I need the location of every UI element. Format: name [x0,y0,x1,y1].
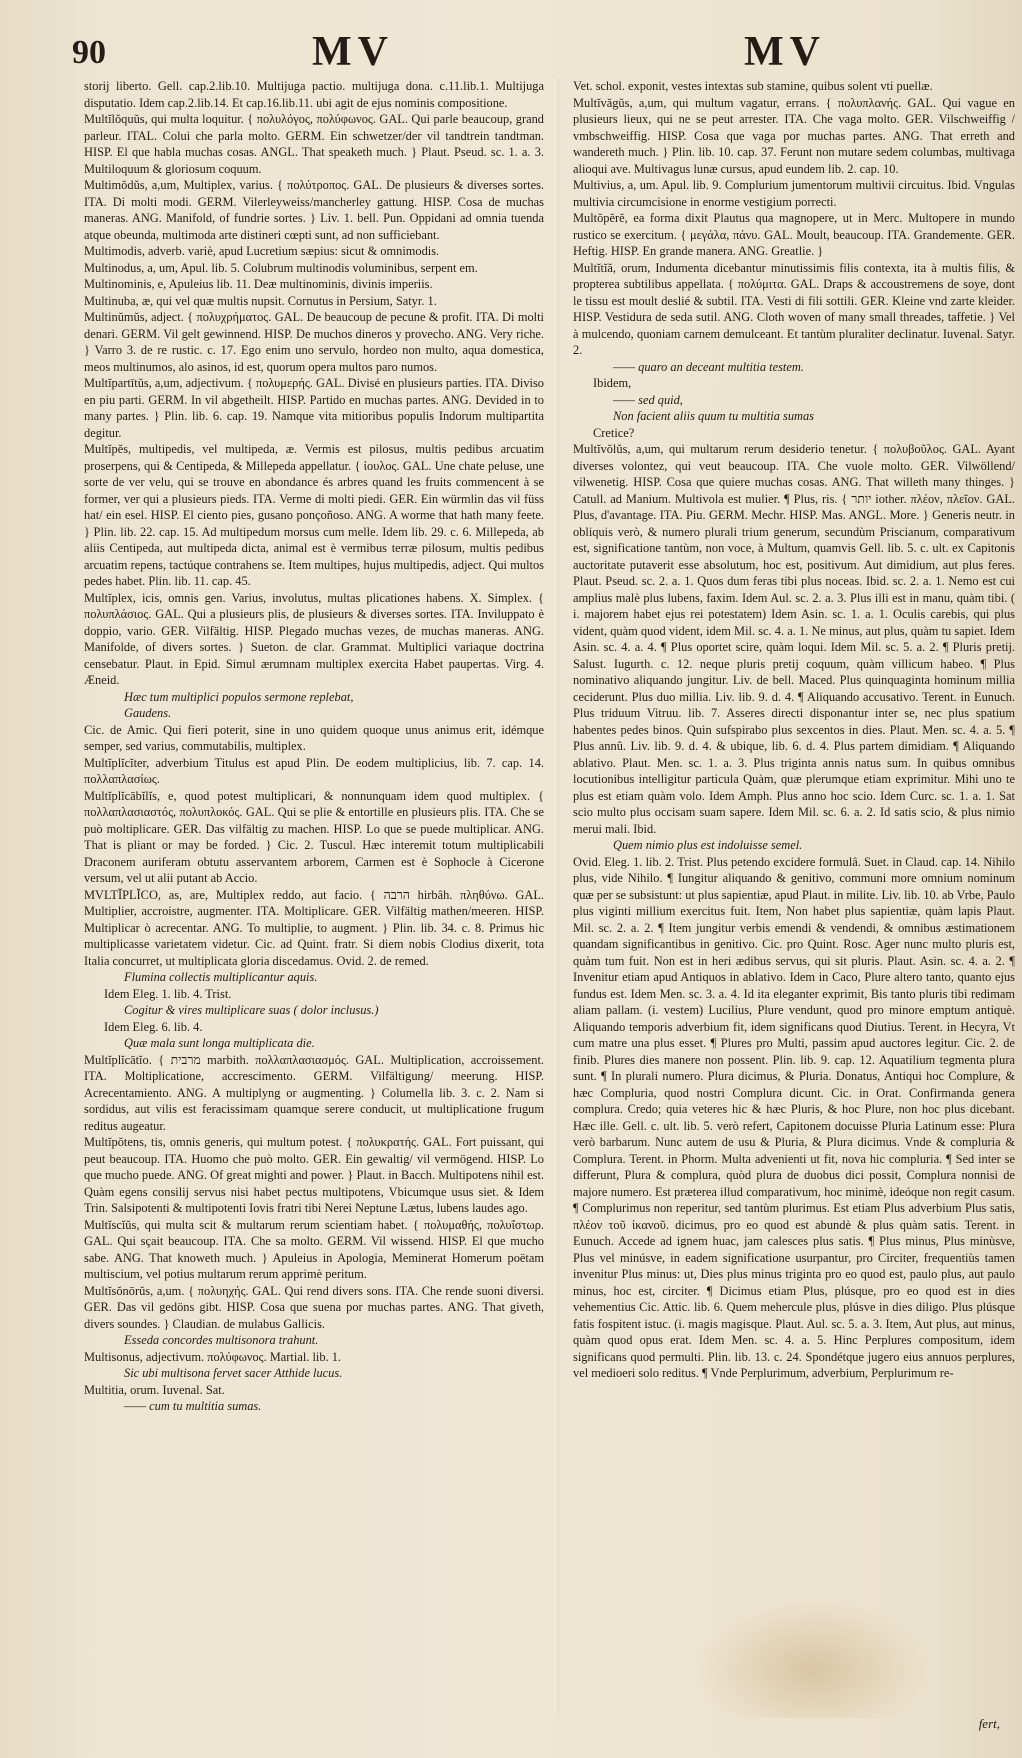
entry: Multĭlŏquŭs, qui multa loquitur. { πολυλόγος, πολύφωνος. GAL. Qui parle beaucoup, grand parleur. ITAL. Colui che parla molto. GERM. Ein schwetzer/der vil tandtrein tandtman. HISP. El que habla muchas cosas. ANGL. That speaketh much. } Plaut. Pseud. sc. 1. a. 3. Multiloquum & gloriosum coquum. [84,112,544,176]
entry: Multinuba, æ, qui vel quæ multis nupsit. Cornutus in Persium, Satyr. 1. [84,293,437,308]
entry: Multimŏdŭs, a,um, Multiplex, varius. { πολύτροπος. GAL. De plusieurs & diverses sortes. ITA. Di molti modi. GERM. Vilerleyweiss/mancherley gattung. HISP. Cosa de muchas maneras. ANG. Manifold, of fundrie sortes. } Liv. 1. bell. Pun. Oppidani ad omnia tuenda atque obeunda, multimoda arte distineri cœpti sunt, ad non sufficiebant. [84,178,544,242]
entry: Multĭplex, icis, omnis gen. Varius, involutus, multas plicationes habens. X. Simplex. { πολυπλάσιος. GAL. Qui a plusieurs plis, de plusieurs & diverses sortes. ITA. Inviluppato è doppio, vario. GER. Vilfältig. HISP. Plegado muchas vezes, de muchas maneras. ANG. Manifolde, of divers sortes. } Sueton. de clar. Grammat. Multiplici variaque doctrina censebatur. Plaut. in Epid. Simul ærumnam multiplex exercita Habet paupertas. Virg. 4. Æneid. [84,590,544,687]
entry: Cic. de Amic. Qui fieri poterit, sine in uno quidem quoque unus animus erit, idémque semper, sed varius, commutabilis, multiplex. [84,722,544,753]
entry: Multinominis, e, Apuleius lib. 11. Deæ multinominis, divinis imperiis. [84,277,433,291]
verse-line: Gaudens. [124,706,172,720]
running-head-right: MV [744,29,826,75]
verse-line: Hæc tum multiplici populos sermone replebat, [124,689,354,704]
entry: MVLTĬPLĬCO, as, are, Multiplex reddo, aut facio. { הרבה hirbâh. πληθύνω. GAL. Multiplier, accroistre, augmenter. ITA. Moltiplicare. GER. Vilfältig mathen/meeren. HISP. Multiplicar ò acrecentar. ANG. To multiplie, to augment. } Plin. lib. 34. c. 8. Primus hic multiplicasse varietatem videtur. Cic. ad Quint. fratr. Si diem nobis Clodius dixerit, tota Italia concurret, ut multiplicata gloria discedamus. Ovid. 2. de remed. [84,887,544,968]
entry: Multĭtĭă, orum, Indumenta dicebantur minutissimis filis contexta, ita à multis filis, & propterea subtilibus appellata. { πολύμιτα. GAL. Draps & accoustremens de soye, dont le tissu est moult deslié & subtil. ITA. Vesti di fili sottili. GER. Kleine vnd zarte kleider. HISP. Vestidura de seda sutil. ANG. Cloth woven of many small threades, taffetie. } Vel à mulcendo, quoniam carnem demulceant. Et tantùm pluraliter declinatur. Iuvenal. Satyr. 2. [573,260,1015,357]
entry: Vet. schol. exponit, vestes intextas sub stamine, quibus solent vti puellæ. [573,79,933,93]
entry: Multĭpŏtens, tis, omnis generis, qui multum potest. { πολυκρατής. GAL. Fort puissant, qui peut beaucoup. ITA. Huomo che può molto. GER. Ein gewaltig/ vil vermögend. HISP. Lo que mucho puede. ANG. Of great mighti and power. } Plaut. in Bacch. Multipotens nihil est. Quàm egens consilij servus nisi habet pectus multipotens, Vbicumque usus siet. & Idem Trin. Salsipotenti & multipotenti Iovis fratri tibi Nerei Neptune Lætus, lubens laudes ago. [84,1135,544,1215]
entry: storij liberto. Gell. cap.2.lib.10. Multijuga pactio. multijuga dona. c.11.lib.1. Multijuga disputatio. Idem cap.2.lib.14. Et cap.16.lib.11. ubi agit de ejus nominis compositione. [84,79,544,110]
entry: Multĭpartītŭs, a,um, adjectivum. { πολυμερής. GAL. Divisé en plusieurs parties. ITA. Diviso en piu parti. GERM. In vil abgetheilt. HISP. Partido en muchas partes. ANG. Devided in to many partes. } Plin. lib. 6. cap. 19. Namque vita mitioribus populis Indorum multipartita degitur. [84,376,544,440]
verse-line: Non facient aliis quum tu multitia sumas [613,409,815,423]
citation: Ibidem, [593,376,632,390]
citation: Cretice? [593,425,635,440]
entry: Multimodis, adverb. variè, apud Lucretium sæpius: sicut & omnimodis. [84,244,440,258]
catchword: fert, [978,1716,1000,1731]
entry: Multĭvŏlŭs, a,um, qui multarum rerum desiderio tenetur. { πολυβοῦλος. GAL. Ayant diverses volontez, qui veut beaucoup. ITA. Che vuole molto. GER. Vilwöllend/ vilwenetig. HISP. Cosa que quiere muchas cosas. ANG. That willeth many thinges. } Catull. ad Manium. Multivola est mulier. ¶ Plus, ris. { יותר iother. πλέον, πλεῖον. GAL. Plus, d'avantage. ITA. Piu. GERM. Mechr. HISP. Mas. ANGL. More. } Generis neutr. in obliquis verò, & numero plurali trium generum, secundùm Priscianum, comparativum est, significatione tantùm, non voce, à Multum, quamvis Gell. lib. 5. c. ult. ex Capitonis auctoritate putaverit esse absolutum, hoc est, positivum. Aut dimidium, aut plus feres. Plaut. Pseud. sc. 2. a. 1. Quos dum feras tibi plus noceas. Ibid. sc. 2. a. 1. Nemo est cui amplius malè plus lubens, faxim. Idem Aul. sc. 2. a. 3. Plus illi est in manu, quàm tibi. ( i. majorem habet ejus rei potestatem) Idem Asin. sc. 1. a. 1. Oculis carebis, qui plus vident, quàm quod vident, idem Mil. sc. 4. a. 1. Ne minus, aut plus, quàm tu sapiet. Idem Asin. sc. 4. a. 4. ¶ Plus oportet scire, quàm loqui. Idem Mil. sc. 5. a. 2. ¶ Pluris pretij. Salust. Iugurth. c. 12. neque pluris pretij coquum, quàm villicum habeo. ¶ Plus nominativo aliquando jungitur. Liv. de bell. Maced. Plus quinquaginta hominum millia ceciderunt. Plus duo millia. Liv. lib. 9. d. 4. ¶ Aliquando accusativo. Terent. in Eunuch. Plus triduum Vitruu. lib. 7. Asseres directi disponantur inter se, nec plus spatium habentes pedes binos. Quin sufspirabo plus sexcentos in dies. Plaut. Men. sc. 4. a. 5. ¶ Plus annû. Liv. lib. 9. d. 4. & ubique, lib. 6. d. 4. Plus partem dimidiam. ¶ Aliquando ablativo. Plaut. Men. sc. 1. a. 3. Plus triginta annis natus sum. In quibus omnibus locutionibus intelligitur particula Quàm, quæ plerumque etiam exprimitur. Mihi uno te plus est etiam quàm volo. Idem Amph. Plus anno hoc scio. Idem Curc. sc. 1. a. 1. Sat scio multo plus occisam suam sapere. Idem Mil. sc. 6. a. 2. Id satis scio, & plus nimio merui mali. Ibid. [573,442,1015,836]
entry: Multĭvăgŭs, a,um, qui multum vagatur, errans. { πολυπλανής. GAL. Qui vague en plusieurs lieux, qui ne se peut arrester. ITA. Che vaga molto. GER. Vilschweiffig / vmbschweiffig. HISP. Cosa que vaga por muchas partes. ANG. That erreth and wandereth much. } Plin. lib. 10. cap. 37. Ferunt non mutare sedem columbas, multivaga alioqui ave. Multivagus lunæ cursus, apud eundem lib. 2. cap. 10. [573,95,1015,176]
entry: Multĭscĭŭs, qui multa scit & multarum rerum scientiam habet. { πολυμαθής, πολυΐστωρ. GAL. Qui sçait beaucoup. ITA. Che sa molto. GERM. Vil wissend. HISP. El que mucho sabe. ANG. That knoweth much. } Apuleius in Apologia, Meminerat Homerum poëtam multiscium, vel potius multarum rerum apprimè peritum. [84,1217,544,1281]
verse-line: Quæ mala sunt longa multiplicata die. [124,1036,315,1050]
verse-line: Esseda concordes multisonora trahunt. [124,1333,319,1347]
verse-line: Quem nimio plus est indoluisse semel. [613,838,803,852]
page-header [0,28,1022,78]
entry: Ovid. Eleg. 1. lib. 2. Trist. Plus petendo excidere formulâ. Suet. in Claud. cap. 14. Nihilo plus, vide Nihilo. ¶ Iungitur aliquando & genitivo, communi more omnium nominum quæ per se subsistunt: ut plus sapientiæ, apud Plaut. in milite. Liv. lib. 10. ab Vrbe, Paulo plus viginti millium exercitus fuit. Item, Non habet plus sapientiæ, quàm lapis Plaut. Mil. sc. 2. a. 2. ¶ Item jungitur verbis emendi & vendendi, & omnibus æstimationem quandam significantibus in genitivo. Cic. pro Quint. Rosc. Ager nunc multo pluris est, quàm tum fuit. Non est in heri ædibus servus, qui sit pluris. Plaut. Asin. sc. 4. a. 2. ¶ Invenitur etiam apud Antiquos in ablativo. Idem in Caco, Plure altero tanto, quanto ejus fundus est. Idem Men. sc. 3. a. 4. Id ita eleganter exprimit, Bis tanto pluris tibi redimam aliam pallam. (i. vestem) Lucilius, Plure vendunt, quod pro minore emptum antiquè. Aliquando temporis adverbium fit, idem significans quod Diutius. Terent. in Hecyra, Vt cum matre una plus esset. ¶ Plures pro Multi, passim apud auctores legitur. Cic. 2. de finib. Plures dies manere non possent. Plin. lib. 9. cap. 12. Aquatilium tegmenta plura sunt. ¶ In plurali numero. Plura dicimus, & Pluria. Donatus, Antiqui hoc Complure, & hæc Compluria, quod nostri Complura dicunt. Cic. in Orat. Confirmanda genera complura. Credo; quia veteres hic & hæc Pluris, & hoc Plure, non hoc plus dicebant. Hæc ille. Gell. c. ult. lib. 5. verò refert, Capitonem docuisse Pluria Latinum esse: Plura verò barbarum. Nunc autem de usu & Pluria, & Plura dicimus. Vnde & compluria & Complura. Terent. in Phorm. Multa advenienti ut fit, nova hic compluria. ¶ Sed inter se differunt, Plura & complura, quòd plura de duobus dici possit, Complura nonnisi de majore numero. Est præterea illud comparativum, hoc minimè, ideóque non regit casum. ¶ Complurimus non reperitur, sed tantùm plurimus. Est etiam Plus adverbium Plus satis, πλέον τοῦ ἱκανοῦ. dicimus, pro eo quod est abundè & plus quàm satis. Terent. in Eunuch. Accede ad ignem huac, jam calesces plus satis. ¶ Plus minus, Plus minùsve, Plus vel minúsve, in eadem significatione usurpantur, pro Circiter, frequentiùs tamen invenitur Plus minus: ut, Dies plus minus triginta pro eo quod est, paulo plus, aut paulo minus, hoc est, circiter. ¶ Dicimus etiam Plus, plúsque, pro eo quod est in dies vehementius Cic. Attic. lib. 6. Quem mehercule plus, plúsve in dies diligo. Plus plúsque fatis fospitent istuc. (i. magis magisque. Plaut. Aul. sc. 5. a. 3. Item, Aut plus, aut minus, quàm quod opus erat. Idem Men. sc. 4. a. 5. Hinc Perplures compositum, idem significans quod permulti. Plin. lib. 13. c. 24. Spondétque jugero eius annuos perplures, vel medioeri solo reditus. ¶ Vnde Perplurimum, adverbium, Perplurimum re- [573,854,1015,1380]
left-column [84,78,544,1728]
entry: Multitia, orum. Iuvenal. Sat. [84,1382,225,1397]
running-head-left: MV [312,29,394,75]
verse-line: Cogitur & vires multiplicare suas ( dolor inclusus.) [124,1003,379,1017]
entry: Multisonus, adjectivum. πολύφωνος. Martial. lib. 1. [84,1349,342,1364]
entry: Multinodus, a, um, Apul. lib. 5. Colubrum multinodis voluminibus, serpent em. [84,260,478,275]
citation: Idem Eleg. 1. lib. 4. Trist. [104,986,232,1001]
verse-line: —— sed quid, [613,392,683,407]
entry: Multĭplĭcātĭo. { מרבית marbith. πολλαπλασιασμός. GAL. Multiplication, accroissement. ITA. Moltiplicatione, accrescimento. GERM. Vilfältigung/ meerung. HISP. Acrecentamiento. ANG. A multiplyng or augmenting. } Columella lib. 3. c. 2. Nam si sordidus, aut vilis est feracissimam quamque serere conducit, ut multiplicatione frugum reditus augeatur. [84,1052,544,1133]
verse-line: —— quaro an deceant multitia testem. [613,359,804,374]
citation: Idem Eleg. 6. lib. 4. [104,1019,203,1034]
entry: Multŏpĕrĕ, ea forma dixit Plautus qua magnopere, ut in Merc. Multopere in mundo rustico se exercitum. { μεγάλα, πάνυ. GAL. Moult, beaucoup. ITA. Grandemente. GER. Heftig. HISP. En grande manera. ANG. Greatlie. } [573,211,1015,258]
verse-line: Flumina collectis multiplicantur aquis. [124,970,318,984]
entry: Multĭsŏnōrŭs, a,um. { πολυηχής. GAL. Qui rend divers sons. ITA. Che rende suoni diversi. GER. Das vil gedöns gibt. HISP. Cosa que suena por muchas partes. ANG. That giveth, divers soundes. } Claudian. de mulabus Gallicis. [84,1283,544,1331]
right-column [573,78,1015,1728]
entry: Multinŭmŭs, adject. { πολυχρήματος. GAL. De beaucoup de pecune & profit. ITA. Di molti denari. GERM. Vil gelt gewinnend. HISP. De muchos dineros y provecho. ANG. Very riche. } Varro 3. de re rustic. c. 17. Ego enim uno servulo, hordeo non multo, aqua domestica, meos multinumos, alo asinos, id est, quorum opera multos paro numos. [84,310,544,374]
verse-line: —— cum tu multitia sumas. [124,1399,262,1413]
entry: Multĭplĭcābĭlĭs, e, quod potest multiplicari, & nonnunquam idem quod multiplex. { πολλαπλασιαστός, πολυπλοκός. GAL. Qui se plie & entortille en plusieurs plis. ITA. Che se può moltiplicare. GER. Das vilfältig zu machen. HISP. Lo que se puede multiplicar. ANG. That is pliant or may be forded. } Cic. 2. Tuscul. Hæc interemit totum multiplicabili Draconem auriferam obtutu asservantem arborem, Carmen est è Sophocle à Cicerone versum, vel ut alii putant ab Accio. [84,788,544,885]
column-gutter [558,78,559,1718]
entry: Multĭplĭcĭter, adverbium Titulus est apud Plin. De eodem multiplicius, lib. 7. cap. 14. πολλαπλασίως. [84,755,544,786]
page-number: 90 [72,34,106,71]
entry: Multivius, a, um. Apul. lib. 9. Complurium jumentorum multivii circuitus. Ibid. Vngulas multivia circumcisione in enorme vestigium porrecti. [573,178,1015,209]
verse-line: Sic ubi multisona fervet sacer Atthide lucus. [124,1366,343,1380]
entry: Multĭpĕs, multipedis, vel multipeda, æ. Vermis est pilosus, multis pedibus arcuatim proserpens, qui & Centipeda, & Millepeda appellatur. { ἰουλος. GAL. Une chate peluse, une sorte de ver velu, qui se trouve en abondance és arbres quand les fruits commencent à se former, ver qui a plusieurs pieds. ITA. Verme di molti piedi. GER. Ein würmlin das vil füss hat/ ein esel. HISP. El ciento pies, gusano ponçoñoso. ANG. A worme that hath many feete. } Plin. lib. 22. cap. 15. Ad multipedum morsus cum melle. Idem lib. 29. c. 6. Millepeda, ab aliis Centipeda, aut multipeda dicta, animal est è vermibus terræ pilosum, multis pedibus arcuatim repens, tactúque contrahens se. Item multipes, hujus multipedis, adject. Qui multos pedes habet. Plin. lib. 11. cap. 45. [84,442,544,588]
